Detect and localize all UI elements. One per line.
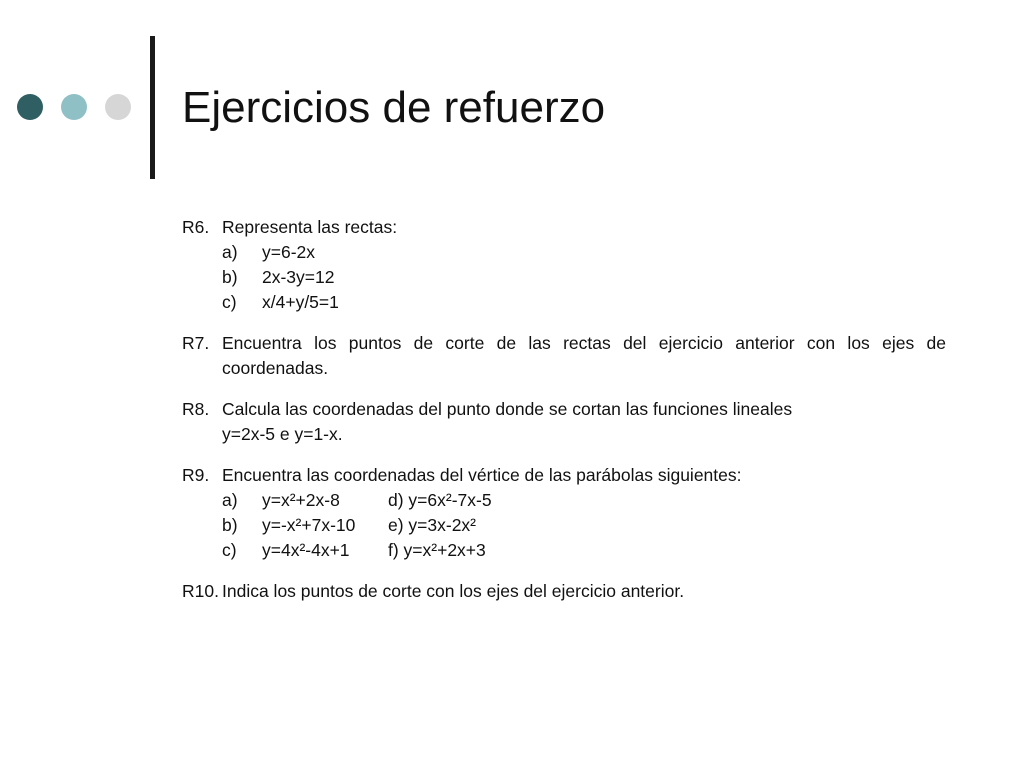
exercise-number: R9. bbox=[182, 465, 210, 485]
exercise-number: R6. bbox=[182, 217, 210, 237]
item-left: y=4x²-4x+1 bbox=[262, 540, 350, 560]
item-pair bbox=[262, 513, 946, 538]
list-item bbox=[222, 265, 946, 290]
exercise-text: Calcula las coordenadas del punto donde se cortan las funciones lineales bbox=[222, 399, 793, 419]
item-letter: a) bbox=[222, 490, 238, 510]
decor-dot-dark bbox=[17, 94, 43, 120]
exercise-items bbox=[222, 488, 946, 563]
exercise-number: R7. bbox=[182, 333, 210, 353]
item-pair bbox=[262, 538, 946, 563]
item-letter: b) bbox=[222, 267, 238, 287]
list-item bbox=[222, 538, 946, 563]
exercise-r8 bbox=[182, 397, 946, 447]
list-item bbox=[222, 290, 946, 315]
exercise-number: R8. bbox=[182, 399, 210, 419]
slide-title: Ejercicios de refuerzo bbox=[182, 83, 606, 132]
item-letter: a) bbox=[222, 242, 238, 262]
item-left: y=-x²+7x-10 bbox=[262, 515, 356, 535]
exercise-text: Indica los puntos de corte con los ejes del ejercicio anterior. bbox=[222, 581, 685, 601]
exercise-continuation: y=2x-5 e y=1-x. bbox=[222, 424, 343, 444]
exercise-r10 bbox=[182, 579, 946, 604]
item-left: y=x²+2x-8 bbox=[262, 490, 340, 510]
exercise-text: Encuentra las coordenadas del vértice de las parábolas siguientes: bbox=[222, 465, 742, 485]
item-pair bbox=[262, 488, 946, 513]
item-letter: c) bbox=[222, 292, 237, 312]
exercise-r9 bbox=[182, 463, 946, 563]
item-text: x/4+y/5=1 bbox=[262, 292, 339, 312]
list-item bbox=[222, 488, 946, 513]
item-right: d) y=6x²-7x-5 bbox=[388, 490, 492, 510]
exercise-r6 bbox=[182, 215, 946, 315]
decor-dot-teal bbox=[61, 94, 87, 120]
title-divider bbox=[150, 36, 155, 179]
list-item bbox=[222, 240, 946, 265]
exercise-text: Encuentra los puntos de corte de las rectas del ejercicio anterior con los ejes de coordenadas. bbox=[222, 333, 946, 378]
item-right: e) y=3x-2x² bbox=[388, 515, 477, 535]
exercise-text: Representa las rectas: bbox=[222, 217, 398, 237]
decor-dot-gray bbox=[105, 94, 131, 120]
item-letter: c) bbox=[222, 540, 237, 560]
item-right: f) y=x²+2x+3 bbox=[388, 540, 486, 560]
item-text: y=6-2x bbox=[262, 242, 316, 262]
item-text: 2x-3y=12 bbox=[262, 267, 335, 287]
exercise-number: R10. bbox=[182, 581, 219, 601]
exercise-list bbox=[182, 215, 946, 620]
exercise-items bbox=[222, 240, 946, 315]
list-item bbox=[222, 513, 946, 538]
exercise-r7 bbox=[182, 331, 946, 381]
item-letter: b) bbox=[222, 515, 238, 535]
